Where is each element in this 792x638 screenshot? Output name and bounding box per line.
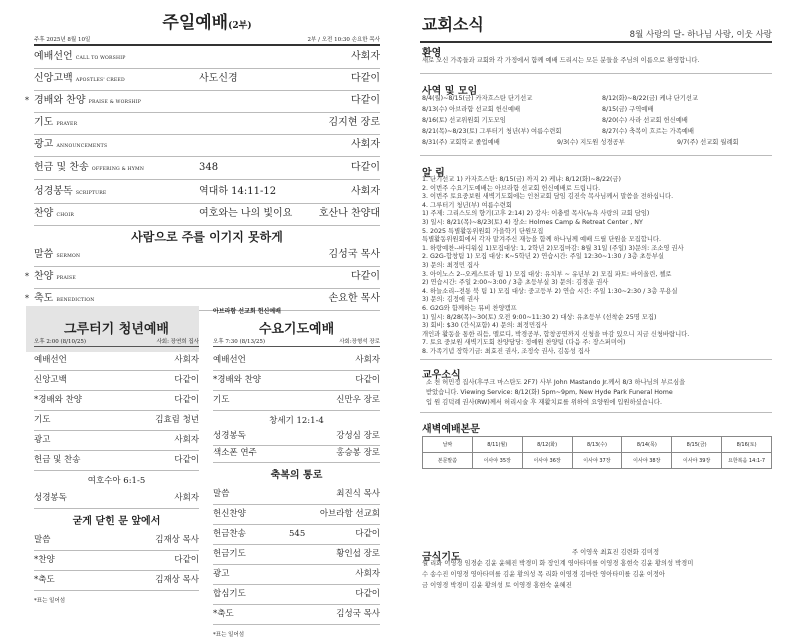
order-name-en: ANNOUNCEMENTS [56,144,108,149]
condolence-line: 소 천 허민정 집사(후쿠크 마스탄도 2F7) 사부 John Mastando Jr.께서 8/3 하나님의 부르심을 [426,379,686,386]
order-row [34,430,199,450]
order-leader: 다같이 [351,73,380,84]
order-leader: 아브라함 선교회 [319,509,380,519]
center-line: 축복의 통로 [270,470,323,481]
notice-line: 5. 2025 특별활동위원회 가을학기 단원모집 [422,227,544,235]
ministry-item: 8/16(토) 선교위원회 기도모임 [422,117,506,124]
ministry-item: 8/13(수) 아브라함 선교회 헌신예배 [422,106,521,113]
notice-line: 8. 가족기념 장학기금: 최효진 권사, 조정숙 권사, 김동성 집사 [422,348,591,355]
row-divider [34,225,380,226]
order-leader: 사회자 [351,51,380,62]
order-name [34,112,77,136]
order-name: *경배와 찬양 [34,395,83,405]
notice-line: 4. 그루터기 청년(부) 여름수련회 [422,201,512,209]
dawn-date-cell: 8/12(화) [522,437,572,453]
order-row [34,244,380,266]
wed-title: 수요기도예배 [258,322,335,337]
notice-line: 3. 이번주 토요중보원 새벽기도회에는 인천교회 담임 김진숙 목사님께서 말씀을 전하십니다. [422,193,674,201]
order-name: 기도 [34,415,51,425]
order-name: 합심기도 [213,589,246,599]
order-name: 헌금 및 찬송 [34,455,81,465]
ministry-item: 8/12(화)~8/22(금) 케냐 단기선교 [602,95,699,102]
order-row [34,350,199,370]
order-name: *축도 [34,575,55,585]
wed-info-right: 사회:장형석 장로 [339,339,380,345]
standing-note: *표는 일어섬 [34,598,66,604]
star-mark: * [25,272,29,281]
order-name-ko: 기도 [34,117,54,128]
order-name [34,203,74,227]
ministry-item: 9/3(수) 지도원 성경공부 [557,139,625,146]
order-row [34,530,199,550]
order-mid: 348 [199,162,219,173]
order-row [34,410,199,430]
order-name [34,266,76,290]
ministry-list [422,95,772,146]
order-row [213,445,380,462]
order-row [34,570,199,590]
prayer-line: 월 리화 이영경 임경순 김윤 윤혜진 박경미 화 장인계 영아타미를 이영경 홍현숙 김윤 황의성 박경미 [422,560,694,567]
order-leader: 사회자 [174,435,199,445]
order-leader: 김성국 목사 [336,609,380,619]
notice-line: 6. G2G와 함께하는 뮤비 찬양캠프 [422,305,517,312]
order-row [213,428,380,445]
order-row [34,370,199,390]
order-leader: 신만우 장로 [336,395,380,405]
order-name-ko: 찬양 [34,208,54,219]
notice-line: 특별활동위원회에서 각자 맡겨주신 재능을 함께 하나님께 예배 드릴 단원을 모집합니다. [422,236,661,244]
ministry-item: 9/7(주) 선교회 월례회 [677,139,739,146]
standing-note: *표는 일어섬 [213,632,245,638]
condolence-line: 입 원 김덕례 권사(RW)께서 허리시술 후 재활치료를 위하여 요양원에 입원하셨습니다. [426,399,663,406]
order-row [213,604,380,624]
order-name-ko: 성경봉독 [34,186,73,197]
notice-line: 1. 단기선교 1) 카자흐스탄: 8/15(금) 까지 2) 케냐: 8/12(화)~8/22(금) [422,176,621,183]
youth-order-list [34,350,199,610]
order-row [213,504,380,524]
order-name: 예배선언 [34,355,67,365]
row-divider [213,624,380,625]
order-name-en: APOSTLES' CREED [75,78,125,83]
sunday-service-section [25,8,380,304]
notice-line: 1. 하랑예찬--바디워십 1)모집대상: 1, 2학년 2)모집마감: 8월 31일 (주일) 3)문의: 조소영 권사 [422,244,684,252]
notice-line: 2) 연습시간: 주일 2:00~3:00 / 3층 초등부실 3) 문의: 김경운 권사 [422,279,609,287]
dawn-passage-cell: 이사야 38장 [622,453,672,469]
order-name-en: PRAYER [56,122,78,127]
order-name-en: CALL TO WORSHIP [75,56,126,61]
order-name: 광고 [213,569,230,579]
order-leader: 사회자 [174,493,199,503]
order-name-ko: 헌금 및 찬송 [34,162,89,173]
notice-line: 3) 문의: 김정애 권사 [422,296,480,304]
prayer-line: 금 이영경 박경미 김윤 황의성 토 이영경 홍현숙 윤혜진 [422,582,572,589]
row-divider [34,179,380,180]
dawn-passage-cell: 이사야 35장 [472,453,522,469]
ministry-item: 8/31(주) 교회학교 졸업예배 [422,139,500,146]
dawn-passage-cell: 이사야 36장 [522,453,572,469]
star-mark: * [25,96,29,105]
order-name-ko: 예배선언 [34,51,73,62]
order-name: 헌신찬양 [213,509,246,519]
notice-heading: 알 림 [422,168,445,179]
ministry-item: 8/27(수) 축복이 흐르는 가족예배 [602,128,694,135]
order-name [34,46,126,70]
order-name: *축도 [213,609,234,619]
order-name-en: SCRIPTURE [75,191,107,196]
condolence-list [426,379,772,409]
dawn-passage-cell: 본문말씀 [423,453,473,469]
notice-list [422,176,772,356]
prayer-line: 수 송수진 이영경 영아타미를 김윤 황의성 목 리화 이영경 김마란 영아타미를 김윤 이정아 [422,571,665,578]
welcome-text: 새로 오신 가족들과 교회와 각 가정에서 함께 예배 드리시는 모든 분들을 주님의 이름으로 환영합니다. [422,57,700,64]
welcome-heading: 환영 [422,48,442,59]
order-name-ko: 광고 [34,139,54,150]
order-row [213,544,380,564]
wed-subtitle: 아브라함 선교회 헌신예배 [213,308,281,315]
row-divider [34,508,199,509]
notice-line: 3) 일시: 8/21(목)~8/23(토) 4) 장소: Holmes Camp & Retreat Center , NY [422,219,643,226]
order-name: 기도 [213,395,230,405]
order-row [213,350,380,370]
center-line: 여호수아 6:1-5 [87,476,146,486]
news-title: 교회소식 [422,15,484,34]
order-name [34,244,80,268]
order-name-ko: 축도 [34,293,54,304]
order-row [34,181,380,203]
order-name: *경배와 찬양 [213,375,262,385]
order-row [34,112,380,134]
order-name: 신앙고백 [34,375,67,385]
notice-line: 4. 하늘소리--전통 북 팀 1) 모집 대상: 중고등부 2) 연습 시간: 주일 1:30~2:30 / 3층 무용실 [422,287,678,295]
sunday-title: 주일예배(2부) [162,13,252,33]
order-row [213,564,380,584]
notice-line: 3) 회비: $30 (간식포함) 4) 문의: 최정민집사 [422,322,548,330]
order-leader: 다같이 [174,375,199,385]
order-name [34,90,141,114]
order-name-ko: 찬양 [34,271,54,282]
youth-service-section [34,306,199,606]
sunday-time-info: 2부 / 오전 10:30 손요한 목사 [307,37,380,43]
dawn-passage-cell: 요한복음 14:1-7 [722,453,772,469]
order-name-ko: 말씀 [34,249,54,260]
order-leader: 다같이 [355,375,380,385]
order-leader: 다같이 [355,529,380,539]
center-line: 창세기 12:1-4 [269,416,324,426]
order-name: 말씀 [213,489,230,499]
dawn-date-cell: 8/11(월) [472,437,522,453]
order-name: 광고 [34,435,51,445]
order-leader: 다같이 [351,271,380,282]
order-leader: 다같이 [174,395,199,405]
prayer-heading: 금식기도 [422,552,461,563]
dawn-passage-row [423,453,772,469]
church-news-section [420,8,772,608]
dawn-date-cell: 8/15(금) [672,437,722,453]
order-name-en: PRAISE & WORSHIP [88,100,142,105]
order-mid: 역대하 14:11-12 [199,186,277,197]
notice-line: 3) 문의: 최정민 집사 [422,262,480,269]
order-mid: 545 [289,529,306,539]
ministry-item: 8/15(금) 구역예배 [602,106,654,113]
order-leader: 최진식 목사 [336,489,380,499]
order-name-en: OFFERING & HYMN [91,167,145,172]
order-name [34,134,107,158]
dawn-heading: 새벽예배본문 [422,424,480,435]
prayer-list [422,549,772,601]
notice-line: 2. 이번주 수요기도예배는 아브라함 선교회 헌신예배로 드립니다. [422,184,601,192]
order-leader: 사회자 [351,186,380,197]
order-mid: 여호와는 나의 빛이요 [199,208,293,219]
order-name [34,181,106,205]
order-leader: 사회자 [355,569,380,579]
notice-line: 개인과 활동을 통한 리듬, 멜로디, 박경공부, 합창공연까지 신청을 마감 있으니 지금 신청바랍니다. [422,330,690,338]
notice-line: 2. G2G-합창팀 1) 모집 대상: K~5학년 2) 연습시간: 주일 12:30~1:30 / 3층 초등부실 [422,253,664,261]
dawn-date-cell: 8/16(토) [722,437,772,453]
dawn-date-cell: 날짜 [423,437,473,453]
wed-info-left: 오후 7:30 (8/13/25) [213,339,265,345]
dawn-passage-cell: 이사야 37장 [572,453,622,469]
notice-line: 1) 일시: 8/28(목)~30(토) 오전 9:00~11:30 2) 대상: 유초등부 (선착순 25명 모집) [422,313,657,321]
ministry-item: 8/20(수) 사라 선교회 헌신예배 [602,117,688,124]
notice-line: 7. 토요 중보원 새벽기도회 찬양담당: 정예원 찬양팀 (다음 주: 장스퍼미어) [422,339,626,347]
order-name-en: SERMON [56,254,81,259]
order-leader: 다같이 [351,162,380,173]
notice-line: 3. 아이노스 2--오케스트라 팀 1) 모집 대상: 유치부 ~ 유년부 2) 모집 파트: 바이올린, 첼로 [422,270,672,278]
row-divider [34,590,199,591]
order-row [213,524,380,544]
order-row [34,550,199,570]
order-leader: 다같이 [351,95,380,106]
order-name: 헌금기도 [213,549,246,559]
dawn-date-cell: 8/14(목) [622,437,672,453]
order-name: *찬양 [34,555,55,565]
order-name: 헌금찬송 [213,529,246,539]
prayer-line: 주 이영욱 최효진 김련화 김미정 [572,549,660,556]
order-leader: 강성심 장로 [336,431,380,441]
order-row [213,370,380,390]
order-mid: 사도신경 [199,73,238,84]
order-name-en: PRAISE [56,276,76,281]
order-name-ko: 경배와 찬양 [34,95,86,106]
order-name [34,156,144,181]
ministry-item: 8/21(목)~8/23(토) 그루터기 청년(부) 여름수련회 [422,128,562,135]
order-row [34,68,380,90]
row-divider [34,470,199,471]
order-leader: 사회자 [355,355,380,365]
order-name: 성경봉독 [34,493,67,503]
order-leader: 사회자 [351,139,380,150]
youth-title: 그루터기 청년예배 [64,322,169,337]
order-row [34,488,199,508]
order-name-ko: 신앙고백 [34,73,73,84]
order-name: 색소폰 연주 [213,448,257,458]
order-name-en: BENEDICTION [56,298,95,303]
order-leader: 호산나 찬양대 [318,208,380,219]
youth-info-right: 사회: 장연희 집사 [156,339,199,345]
order-row [34,450,199,470]
order-leader: 홍승봉 장로 [336,448,380,458]
order-row [25,266,380,288]
center-line: 굳게 닫힌 문 앞에서 [72,516,161,527]
dawn-date-row [423,437,772,453]
order-row [34,134,380,156]
order-leader: 황인섭 장로 [336,549,380,559]
order-name: 성경봉독 [213,431,246,441]
dawn-date-cell: 8/13(수) [572,437,622,453]
order-name: 말씀 [34,535,51,545]
youth-info-left: 오후 2:00 (8/10/25) [34,339,86,345]
wednesday-service-section [213,306,380,638]
ministry-heading: 사역 및 모임 [422,86,478,97]
order-leader: 손요한 목사 [328,293,380,304]
notice-line: 1) 주제: 그리스도의 향기(고후 2:14) 2) 강사: 이충렬 목사(뉴욕 사랑의 교회 담임) [422,210,650,218]
news-theme: 8월 사랑의 달- 하나님 사랑, 이웃 사랑 [629,30,772,40]
order-row [34,390,199,410]
order-leader: 김성국 목사 [328,249,380,260]
sunday-order-list [25,46,380,306]
star-mark: * [25,294,29,303]
order-leader: 김재상 목사 [155,535,199,545]
sunday-date: 주후 2025년 8월 10일 [34,37,91,43]
order-leader: 다같이 [174,455,199,465]
condolence-line: 받았습니다. Viewing Service: 8/12(화) 5pm~9pm, New Hyde Park Funeral Home [426,389,673,396]
order-row [213,390,380,410]
order-name [34,68,125,92]
order-row [34,46,380,68]
order-leader: 김효림 청년 [155,415,199,425]
order-row [34,156,380,179]
wed-order-list [213,350,380,638]
order-name-en: CHOIR [56,213,75,218]
condolence-heading: 교우소식 [422,370,461,381]
order-row [34,203,380,225]
order-leader: 다같이 [355,589,380,599]
order-leader: 김지현 장로 [328,117,380,128]
dawn-passage-cell: 이사야 39장 [672,453,722,469]
order-row [213,584,380,604]
ministry-item: 8/4(월)~8/15(금) 카자흐스탄 단기선교 [422,95,533,102]
dawn-schedule-table [422,436,772,469]
order-row [213,484,380,504]
order-leader: 김재상 목사 [155,575,199,585]
order-row [25,90,380,112]
order-leader: 다같이 [174,555,199,565]
row-divider [213,462,380,463]
order-leader: 사회자 [174,355,199,365]
order-name: 예배선언 [213,355,246,365]
row-divider [213,410,380,411]
sermon-title: 사람으로 주를 이기지 못하게 [131,230,283,244]
